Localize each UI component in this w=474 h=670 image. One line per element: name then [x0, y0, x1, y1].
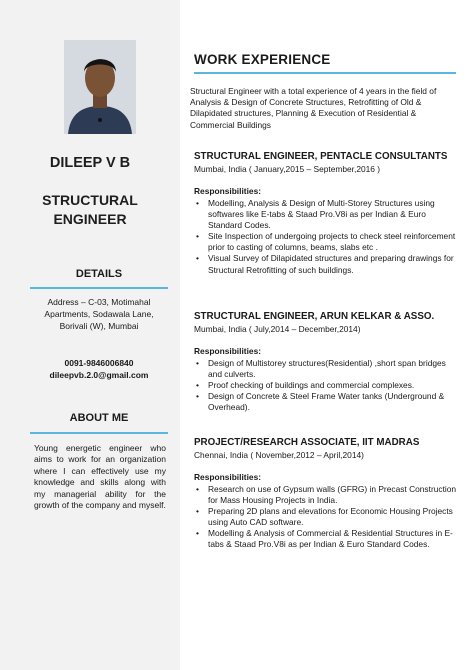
responsibilities-label: Responsibilities: — [194, 186, 262, 196]
job-title: STRUCTURAL ENGINEER, PENTACLE CONSULTANTS — [194, 151, 448, 162]
address-line-3: Borivali (W), Mumbai — [59, 321, 139, 331]
list-item: • Preparing 2D plans and elevations for Economic Housing Projects using Auto CAD software. — [194, 506, 460, 528]
list-item: • Modelling, Analysis & Design of Multi-Storey Structures using softwares like E-tabs & Staad Pro.V8i as per Indian & Euro Standard Codes. — [194, 198, 460, 231]
profile-photo — [64, 40, 136, 134]
responsibilities-label: Responsibilities: — [194, 346, 262, 356]
candidate-name: DILEEP V B — [49, 155, 131, 171]
responsibilities-list — [194, 198, 460, 276]
about-divider — [30, 432, 168, 434]
experience-summary: Structural Engineer with a total experience of 4 years in the field of Analysis & Design of Concrete Structures, Retrofitting of Old & Dilapidated structures, Planning & Execution of Residential & Commercial Buildings — [190, 86, 437, 130]
address-line-1: Address – C-03, Motimahal — [47, 297, 151, 307]
list-item: • Design of Concrete & Steel Frame Water tanks (Underground & Overhead). — [194, 391, 460, 413]
email-address[interactable]: dileepvb.2.0@gmail.com — [49, 370, 149, 380]
address-line-2: Apartments, Sodawala Lane, — [44, 309, 154, 319]
work-experience-divider — [194, 72, 456, 74]
phone-number: 0091-9846006840 — [64, 358, 134, 368]
left-sidebar — [0, 0, 180, 670]
responsibilities-label: Responsibilities: — [194, 472, 262, 482]
job-title: PROJECT/RESEARCH ASSOCIATE, IIT MADRAS — [194, 437, 420, 448]
job-title: STRUCTURAL ENGINEER, ARUN KELKAR & ASSO. — [194, 311, 435, 322]
list-item: • Site Inspection of undergoing projects to check steel reinforcement prior to casting of columns, beams, slabs etc . — [194, 231, 460, 253]
about-text: Young energetic engineer who aims to work for an organization where I can effectively use my knowledge and skills along with my managerial ability for the growth of the company and myself. — [34, 443, 166, 511]
job-entry — [194, 151, 460, 276]
job-location: Mumbai, India ( January,2015 – September,2016 ) — [194, 164, 381, 174]
job-entry — [194, 311, 460, 413]
about-heading: ABOUT ME — [69, 412, 129, 424]
job-entry — [194, 437, 460, 551]
job-location: Mumbai, India ( July,2014 – December,2014) — [194, 324, 361, 334]
person-portrait-icon — [64, 40, 136, 134]
list-item: • Visual Survey of Dilapidated structures and preparing drawings for Structural Retrofitting of such buildings. — [194, 253, 460, 275]
list-item: • Modelling & Analysis of Commercial & Residential Structures in E-tabs & Staad Pro.V8i as per Indian & Euro Standard Codes. — [194, 528, 460, 550]
responsibilities-list — [194, 484, 460, 551]
list-item: • Design of Multistorey structures(Residential) ,short span bridges and culverts. — [194, 358, 460, 380]
work-experience-heading: WORK EXPERIENCE — [194, 52, 331, 67]
job-location: Chennai, India ( November,2012 – April,2014) — [194, 450, 364, 460]
job-title-line-2: ENGINEER — [53, 211, 127, 227]
list-item: • Research on use of Gypsum walls (GFRG) in Precast Construction for Mass Housing Projects in India. — [194, 484, 460, 506]
job-title-line-1: STRUCTURAL — [42, 192, 138, 208]
list-item: • Proof checking of buildings and commercial complexes. — [194, 380, 460, 391]
details-divider — [30, 287, 168, 289]
responsibilities-list — [194, 358, 460, 413]
details-heading: DETAILS — [75, 268, 123, 280]
